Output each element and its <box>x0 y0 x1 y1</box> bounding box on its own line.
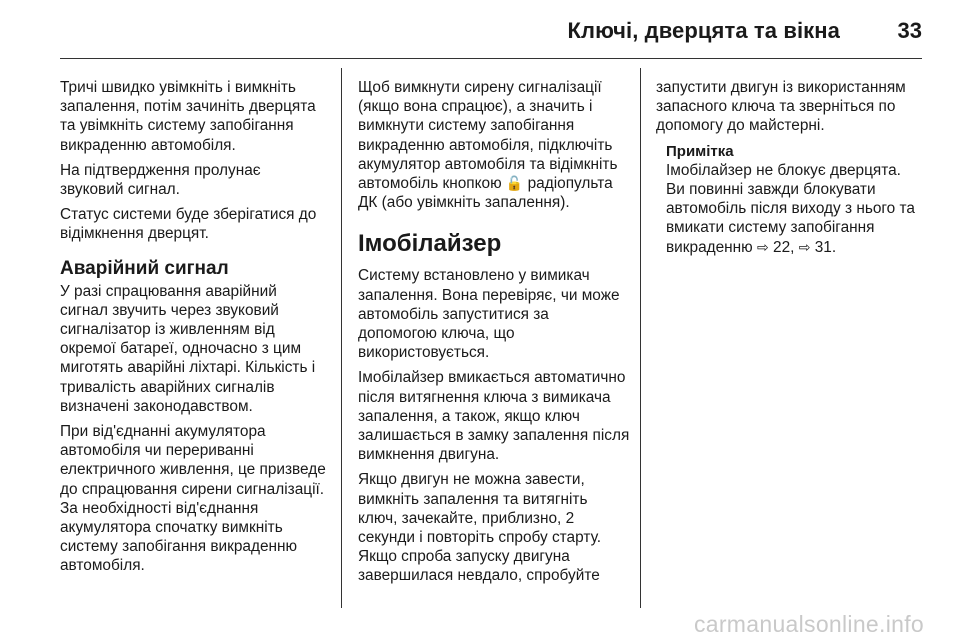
page-header-title: Ключі, дверцята та вікна <box>567 18 840 43</box>
note-text <box>666 161 924 257</box>
section-heading-alarm: Аварійний сигнал <box>60 257 229 279</box>
header-divider <box>60 58 922 59</box>
paragraph: Систему встановлено у вимикач запалення. Вона перевіряє, чи може автомобіль запуститися за допомогою ключа, що використовується. <box>358 267 620 362</box>
column-divider-2 <box>640 68 641 608</box>
column-1 <box>60 78 328 582</box>
paragraph: запустити двигун із використанням запасного ключа та зверніться по допомогу до майстерні. <box>656 79 906 135</box>
note-box <box>666 142 924 257</box>
paragraph: При від'єднанні акумулятора автомобіля чи перериванні електричного живлення, це призведе до спрацювання сирени сигналізації. За необхідності від'єднання акумулятора спочатку вимкніть систему запобігання викраденню автомобіля. <box>60 423 326 575</box>
section-heading-immobilizer: Імобілайзер <box>358 230 502 258</box>
watermark: carmanualsonline.info <box>693 611 924 637</box>
paragraph: Статус системи буде зберігатися до відімкнення дверцят. <box>60 206 317 243</box>
paragraph: У разі спрацювання аварійний сигнал звучить через звуковий сигналізатор із живленням від окремої батареї, одночасно з цим миготять аварійні ліхтарі. Кількість і тривалість аварійних сигналів визначені законодавством. <box>60 282 316 415</box>
unlock-key-icon: 🔓 <box>505 175 524 192</box>
paragraph <box>358 78 630 212</box>
page-reference-arrow-icon: ⇨ <box>798 238 811 255</box>
paragraph: Якщо двигун не можна завести, вимкніть запалення та витягніть ключ, зачекайте, приблизно, 2 секунди і повторіть спробу старту. Якщо спроба запуску двигуна завершилася невдало, спробуйте <box>358 471 601 585</box>
paragraph-text: радіопульта ДК (або увімкніть запалення). <box>358 175 613 212</box>
page-number: 33 <box>897 18 922 43</box>
page-reference-link[interactable]: 31. <box>814 238 837 256</box>
column-3 <box>656 78 924 257</box>
column-2 <box>358 78 630 592</box>
paragraph: На підтвердження пролунає звуковий сигнал. <box>60 161 261 199</box>
page-reference-link[interactable]: 22, <box>773 238 795 256</box>
page-reference-arrow-icon: ⇨ <box>757 238 769 255</box>
note-title: Примітка <box>666 142 734 160</box>
note-body: Імобілайзер не блокує дверцята. Ви повинні завжди блокувати автомобіль після виходу з нього та вмикати систему запобігання викраденню <box>666 161 915 256</box>
paragraph: Імобілайзер вмикається автоматично після витягнення ключа з вимикача запалення, а також, якщо ключ залишається в замку запалення після вимкнення двигуна. <box>358 369 630 464</box>
paragraph-text: Щоб вимкнути сирену сигналізації (якщо вона спрацює), а значить і вимкнути систему запобігання викраденню автомобіля, підключіть акумулятор автомобіля та відімкніть автомобіль кнопкою <box>358 79 618 193</box>
column-divider-1 <box>341 68 342 608</box>
paragraph: Тричі швидко увімкніть і вимкніть запалення, потім зачиніть дверцята та увімкніть систему запобігання викраденню автомобіля. <box>60 79 316 154</box>
